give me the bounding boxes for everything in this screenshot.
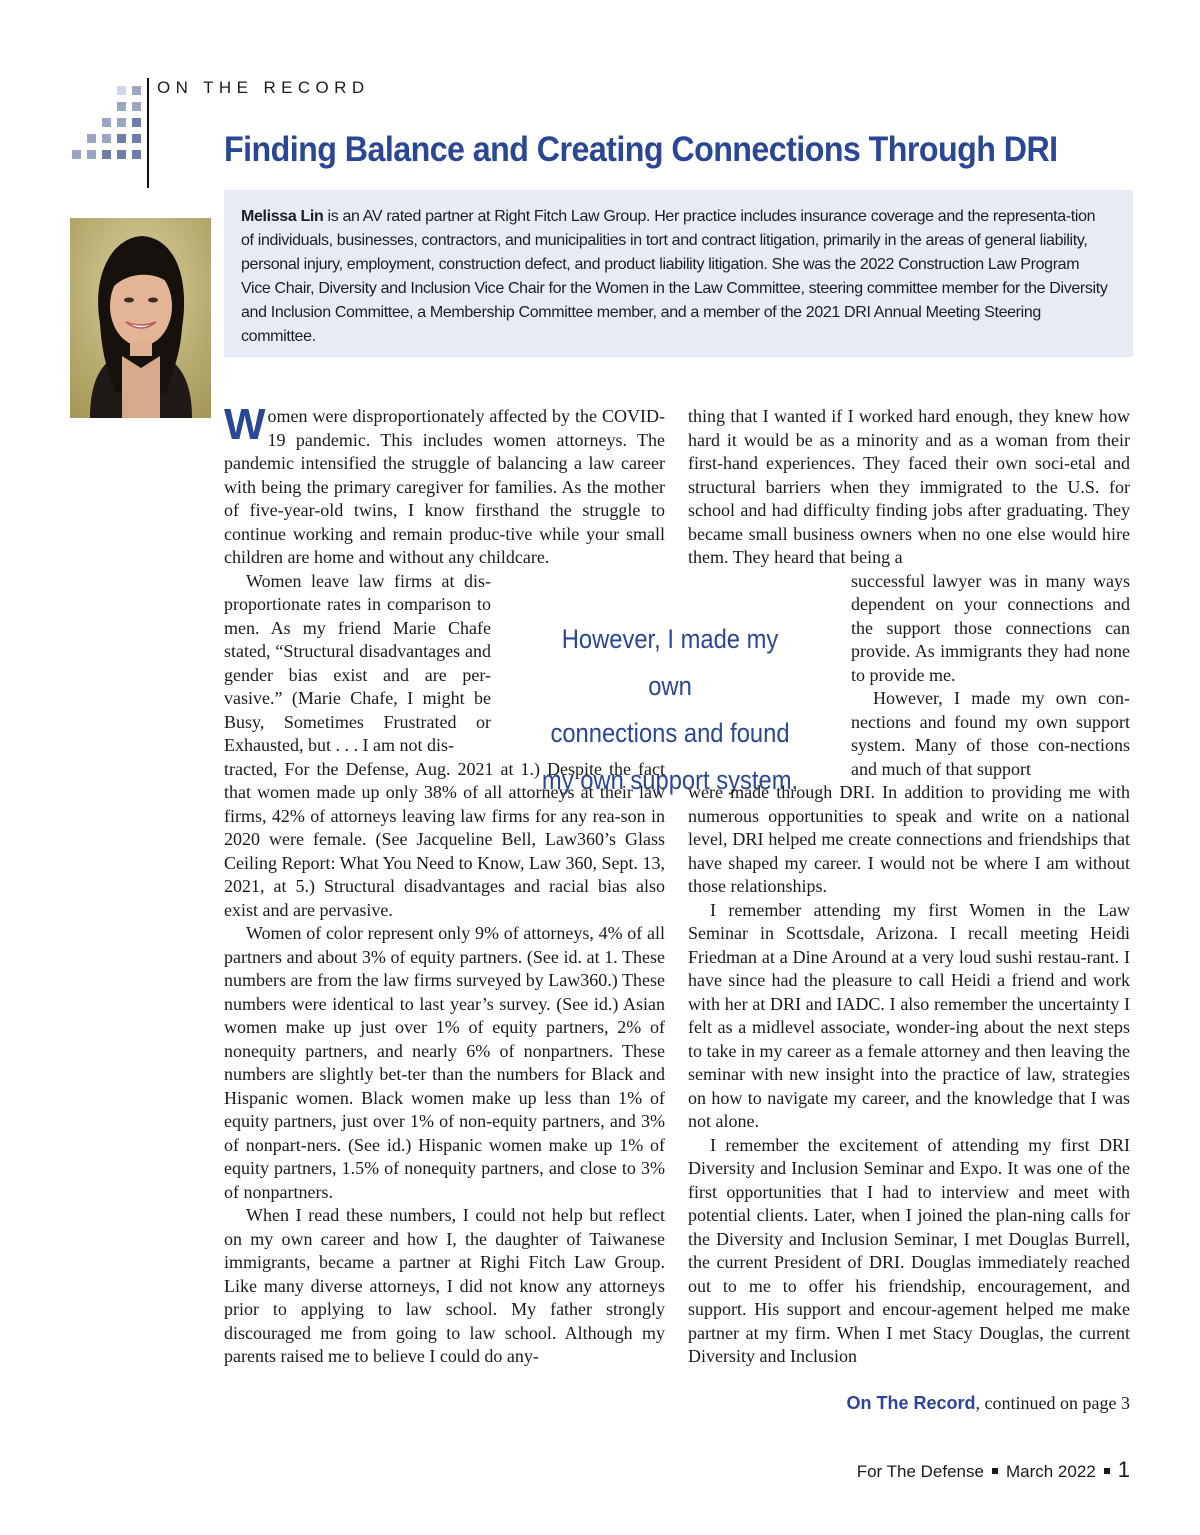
- author-name: Melissa Lin: [241, 208, 324, 225]
- author-bio-box: [224, 190, 1133, 357]
- page-footer: [857, 1457, 1130, 1483]
- section-kicker: ON THE RECORD: [157, 78, 370, 97]
- author-bio-text: is an AV rated partner at Right Fitch Law Group. Her practice includes insurance coverage and the representa-tion of individuals, businesses, contractors, and municipalities in tort and contract litigation, primarily in the areas of general liability, personal injury, employment, construction defect, and product liability litigation. She was the 2022 Construction Law Program Vice Chair, Diversity and Inclusion Vice Chair for the Women in the Law Committee, steering committee member for the Diversity and Inclusion Committee, a Membership Committee member, and a member of the 2021 DRI Annual Meeting Steering committee.: [241, 208, 1108, 345]
- paragraph-4-continued: thing that I wanted if I worked hard enough, they knew how hard it would be as a minority and as a woman from their first-hand experiences. They faced their own soci-etal and structural barriers when they immigrated to the U.S. for school and had difficulty finding jobs after graduating. They became small business owners when no one else would hire them. They heard that being a: [688, 406, 1130, 567]
- paragraph-2-continued: tracted, For the Defense, Aug. 2021 at 1.) Despite the fact that women made up only 38% of all attorneys at their law firms, 42% of attorneys leaving law firms for any rea-son in 2020 were female. (See Jacqueline Bell, Law360’s Glass Ceiling Report: What You Need to Know, Law 360, Sept. 13, 2021, at 5.) Structural disadvantages and racial bias also exist and are pervasive.: [224, 758, 665, 920]
- portrait-image: [70, 218, 211, 418]
- pull-quote-line: connections and found: [550, 718, 790, 748]
- footer-page-number: 1: [1117, 1457, 1130, 1482]
- paragraph-5-narrow: However, I made my own con-nections and found my own support system. Many of those con-nections and much of that support: [851, 688, 1130, 779]
- paragraph-6: I remember attending my first Women in the Law Seminar in Scottsdale, Arizona. I recall meeting Heidi Friedman at a Dine Around at a very loud sushi restau-rant. I have since had the pleasure to call Heidi a friend and work with her at DRI and IADC. I also remember the uncertainty I felt as a midlevel associate, wonder-ing about the next steps to take in my career as a female attorney and then leaving the seminar with new insight into the practice of law, strategies on how to navigate my career, and the knowledge that I was not alone.: [688, 899, 1130, 1131]
- footer-date: March 2022: [1005, 1462, 1096, 1481]
- continued-text: , continued on page 3: [975, 1393, 1130, 1413]
- paragraph-1: [224, 400, 665, 570]
- pull-quote-line: my own support system.: [541, 765, 799, 795]
- paragraph-4: When I read these numbers, I could not help but reflect on my own career and how I, the daughter of Taiwanese immigrants, became a partner at Righi Fitch Law Group. Like many diverse attorneys, I did not know any attorneys prior to applying to law school. My father strongly discouraged me from going to law school. Although my parents raised me to believe I could do any-: [224, 1205, 665, 1366]
- article-column-right: [688, 405, 1130, 1369]
- footer-publication: For The Defense: [856, 1462, 984, 1481]
- article-column-left: [224, 400, 665, 1369]
- header-vertical-rule: [147, 78, 149, 188]
- paragraph-3: Women of color represent only 9% of attorneys, 4% of all partners and about 3% of equity partners. (See id. at 1. These numbers are from the law firms surveyed by Law360.) These numbers were identical to last year’s survey. (See id.) Asian women make up just over 1% of equity partners, 2% of nonequity partners, and nearly 6% of nonpartners. These numbers are slightly bet-ter than the numbers for Black and Hispanic women. Black women make up less than 1% of equity partners, just over 1% of non-equity partners, and 3% of nonpart-ners. (See id.) Hispanic women make up 1% of equity partners, 1.5% of nonequity partners, and close to 3% of nonpartners.: [224, 923, 665, 1202]
- author-photo: [70, 218, 211, 418]
- paragraph-4-continued-narrow: successful lawyer was in many ways dependent on your connections and the support those connections can provide. As immigrants they had none to provide me.: [851, 570, 1130, 685]
- pull-quote-line: However, I made my own: [561, 624, 779, 701]
- paragraph-5-continued: were made through DRI. In addition to providing me with numerous opportunities to speak and write on a national level, DRI helped me create connections and friendships that have shaped my career. I would not be where I am without those relationships.: [688, 782, 1130, 896]
- paragraph-1-text: omen were disproportionately affected by the COVID-19 pandemic. This includes women attorneys. The pandemic intensified the struggle of balancing a law career with being the primary caregiver for families. As the mother of five-year-old twins, I know firsthand the struggle to continue working and remain produc-tive while your small children are home and without any childcare.: [224, 406, 665, 567]
- paragraph-7: I remember the excitement of attending my first DRI Diversity and Inclusion Seminar and Expo. It was one of the first opportunities that I had to interview and meet with potential clients. Later, when I joined the plan-ning calls for the Diversity and Inclusion Seminar, I met Douglas Burrell, the current President of DRI. Douglas immediately reached out to me to offer his friendship, encouragement, and support. His support and encour-agement helped me make partner at my firm. When I met Stacy Douglas, the current Diversity and Inclusion: [688, 1134, 1130, 1366]
- article-title: Finding Balance and Creating Connections Through DRI: [224, 130, 1058, 169]
- paragraph-2-wrap-area: Women leave law firms at dis-proportionate rates in comparison to men. As my friend Marie Chafe stated, “Structural disadvantages and gender bias exist and are per-vasive.” (Marie Chafe, I might be Busy, Sometimes Frustrated or Exhausted, but . . . I am not dis-: [224, 570, 491, 755]
- footer-bullet: [1104, 1468, 1110, 1474]
- drop-cap: W: [224, 400, 266, 449]
- continued-note: [847, 1393, 1130, 1414]
- continued-label: On The Record: [846, 1393, 976, 1413]
- footer-bullet: [992, 1468, 998, 1474]
